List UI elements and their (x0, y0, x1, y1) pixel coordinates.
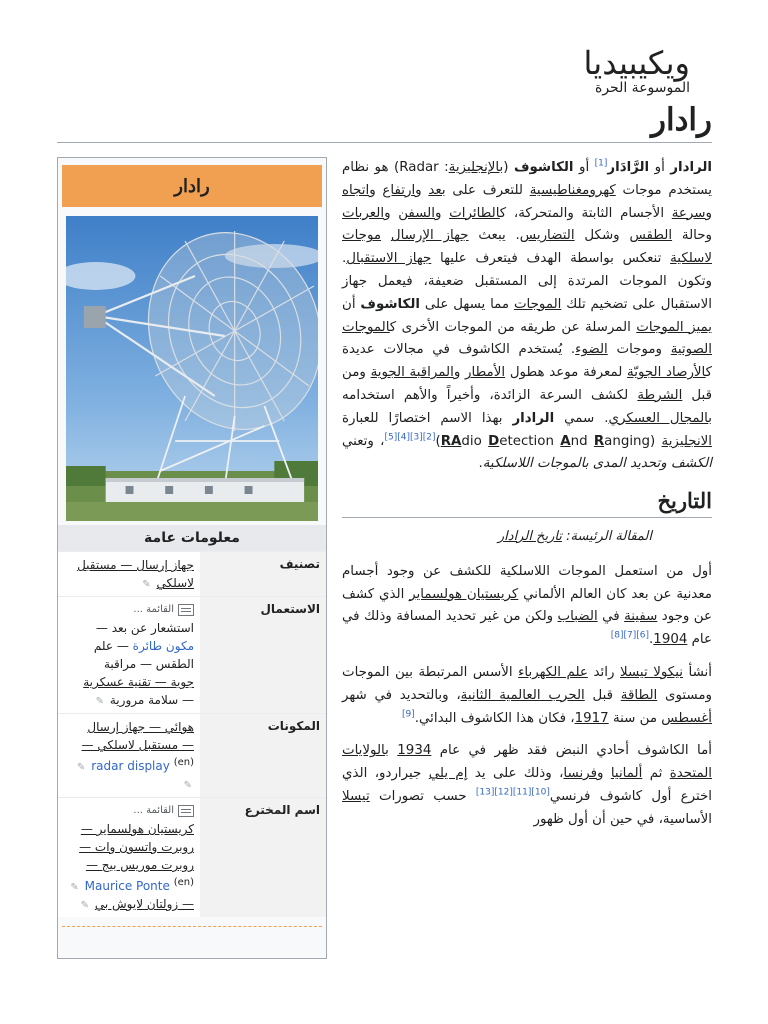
link[interactable]: 1904 (653, 632, 688, 648)
text: . يُستخدم الكاشوف في مجالات عديدة ك (342, 342, 713, 381)
text: جيراردو، الذي اخترع أول كاشوف فرنسي (342, 766, 712, 804)
value-text: — سلامة مرورية (109, 693, 194, 707)
text: أو (573, 160, 595, 175)
text: ( (650, 433, 662, 449)
infobox-row-inventor (58, 797, 326, 917)
acronym-letter: D (488, 433, 500, 449)
link[interactable]: جهاز الاستقبال (346, 251, 432, 267)
link[interactable]: اتجاه (342, 182, 370, 198)
value-line (62, 874, 194, 895)
value-link[interactable]: هوائي — جهاز إرسال (87, 720, 194, 734)
text: ، فكان هذا الكاشوف البدائي. (414, 710, 575, 726)
link[interactable]: الطقس (629, 228, 673, 244)
citation[interactable]: [1] (594, 158, 608, 169)
link[interactable]: 1917 (574, 710, 609, 726)
value-link[interactable]: Maurice Ponte (84, 879, 170, 893)
value-line (62, 691, 194, 709)
link[interactable]: 1934 (397, 743, 432, 759)
row-label: الاستعمال (200, 597, 326, 713)
text: و (434, 205, 450, 221)
citation[interactable]: [2][3][4][5] (384, 432, 436, 443)
text: لكشف السرعة الزائدة، وأخيراً والأهم استخدامه ب (342, 387, 712, 426)
text: أن (342, 296, 361, 312)
citation[interactable]: [6][7][8] (610, 630, 650, 641)
infobox-row-components (58, 713, 326, 797)
value-link[interactable]: — زولتان لايوش بي (94, 897, 194, 911)
text (381, 228, 391, 243)
text: ب (385, 743, 398, 759)
text: قبل (584, 687, 621, 703)
text: . سمي (554, 410, 609, 426)
row-label: المكونات (200, 714, 326, 797)
text: في (597, 609, 625, 625)
text: أنشأ (682, 664, 713, 680)
history-paragraph-1 (342, 561, 712, 652)
link[interactable]: جهاز الإرسال (390, 228, 469, 244)
link[interactable]: تيسلا (342, 788, 370, 804)
text: nd (570, 433, 594, 449)
link[interactable]: يميز الموجات (636, 319, 712, 335)
link[interactable]: إم يلي (428, 766, 468, 782)
list-label: القائمة ... (133, 604, 174, 615)
term-bold: الرادار (670, 160, 712, 175)
text: أول من استعمل الموجات اللاسلكية للكشف عن وجود أجسام معدنية عن بعد كان العالم الألماني (342, 563, 712, 602)
value-link[interactable]: لاسلكي (156, 576, 194, 590)
acronym-letter: R (593, 433, 605, 449)
value-link[interactable]: كريستيان هولسماير — (80, 822, 194, 836)
text: ثم (642, 766, 670, 782)
value-line (62, 637, 194, 655)
link[interactable]: الضباب (557, 609, 598, 625)
edit-pencil-icon[interactable]: ✎ (70, 882, 79, 893)
link[interactable]: العربات (342, 205, 385, 221)
value-link[interactable]: روبرت موريس بيج — (85, 858, 194, 872)
link[interactable]: بالإنجليزية (448, 160, 504, 175)
link[interactable]: موجات (342, 228, 382, 244)
text: من سنة (608, 710, 662, 726)
edit-pencil-icon[interactable]: ✎ (142, 579, 151, 590)
text: الذي كشف عن وجود (342, 586, 712, 625)
text: anging (604, 433, 651, 449)
text: . (478, 456, 483, 472)
acronym-letter: A (560, 433, 571, 449)
link[interactable]: المراقبة الجوية (370, 365, 454, 381)
row-value (58, 597, 200, 713)
link[interactable]: الحرب العالمية الثانية (460, 687, 585, 703)
link[interactable]: الأمطار (465, 365, 506, 381)
text: و (415, 182, 429, 198)
value-link[interactable]: روبرت واتسون وات — (79, 840, 194, 854)
acronym-letter: RA (440, 433, 462, 449)
value-link[interactable]: radar display (91, 759, 170, 773)
text: ) (435, 433, 441, 449)
link[interactable]: ألمانيا (610, 766, 643, 782)
article-body (342, 157, 712, 842)
text: . يبعث (468, 228, 520, 244)
term-bold: الرادار (512, 410, 555, 426)
text: رائد (587, 664, 620, 680)
link[interactable]: الموجات الصوتية (342, 319, 712, 358)
text: ، وتعني (342, 433, 385, 449)
text: ( (503, 160, 514, 175)
edit-pencil-icon[interactable]: ✎ (80, 900, 90, 911)
text: ولكن من غير تحديد المسافة وذلك في عام (342, 609, 712, 648)
text: تنعكس بواسطة الهدف فيتعرف عليها (431, 251, 671, 267)
link[interactable]: المجال العسكري (608, 410, 709, 426)
link[interactable]: أغسطس (661, 710, 712, 726)
link[interactable]: الطاقة (620, 687, 658, 703)
link[interactable]: الولايات المتحدة (342, 743, 712, 782)
page-title: رادار (651, 102, 712, 138)
value-link[interactable]: مكون طائرة (132, 639, 194, 653)
link[interactable]: بعد (428, 182, 446, 198)
value-link[interactable]: جوية — تقنية عسكرية (83, 675, 194, 689)
lang-tag: (en) (173, 877, 194, 888)
row-value (58, 798, 200, 917)
row-value (58, 714, 200, 797)
value-line (62, 574, 194, 592)
link[interactable]: سرعة (671, 205, 706, 221)
citation[interactable]: [9] (401, 709, 415, 720)
radar-dish-illustration (66, 216, 318, 521)
text: ومن قبل (342, 365, 712, 403)
text: و (596, 766, 611, 782)
section-heading-history: التاريخ (342, 490, 712, 518)
row-label: تصنيف (200, 552, 326, 596)
text: . (649, 632, 654, 648)
text: مما يسهل على (419, 296, 514, 312)
text: و (453, 365, 466, 381)
link[interactable]: كريستيان هولسماير (409, 586, 519, 602)
list-icon (178, 805, 194, 817)
value-link[interactable]: جهاز إرسال — مستقبل (77, 558, 194, 572)
edit-pencil-icon[interactable]: ✎ (95, 696, 105, 707)
text: etection (499, 433, 561, 449)
text: الأساسية، في حين أن أول ظهور (533, 811, 712, 827)
link[interactable]: نيكولا تيسلا (619, 664, 683, 680)
link[interactable]: السفن (398, 205, 435, 221)
link[interactable]: ارتفاع (382, 182, 416, 198)
text: حسب تصورات (369, 788, 476, 804)
infobox (57, 157, 327, 959)
link[interactable]: الانجليزية (661, 433, 713, 449)
title-divider (57, 142, 712, 143)
link[interactable]: فرنسا (563, 766, 597, 782)
text: و (705, 205, 712, 221)
text: للتعرف على (445, 182, 530, 198)
link[interactable]: سفينة (624, 609, 658, 625)
wordmark[interactable]: ويكيبيديا (583, 44, 690, 82)
text: المرسلة عن طريقه من الموجات الأخرى ك (389, 319, 637, 335)
text: أما الكاشوف أحادي النبض فقد ظهر في عام (431, 743, 712, 759)
term-bold: الرَّادَار (607, 160, 650, 175)
meaning-italic: الكشف وتحديد المدى بالموجات اللاسلكية (482, 456, 712, 472)
text: بهذا الاسم اختصارًا للعبارة (342, 410, 513, 426)
edit-pencil-icon[interactable]: ✎ (183, 780, 192, 791)
text: الأسس المرتبطة بين الموجات ومستوى (342, 664, 712, 703)
text: ، وبالتحديد في شهر (342, 687, 461, 703)
value-line (62, 895, 194, 913)
lead-paragraph: الرادار أو الرَّادَار[1] أو الكاشوف (بالإنجليزية: Radar) هو نظام يستخدم موجات كهرومغناطيسية للتعرف على بعد وارتفاع واتجاه وسرعة الأجسام الثابتة والمتحركة، كالطائرات والسفن والعربات وحالة الطقس وشكل التضاريس. يبعث جهاز الإرسال موجات لاسلكية تنعكس بواسطة الهدف فيتعرف عليها جهاز الاستقبال. وتكون الموجات المرتدة إلى المستقبل ضعيفة، فيعمل جهاز الاستقبال على تضخيم تلك الموجات مما يسهل على الكاشوف أن يميز الموجات المرسلة عن طريقه من الموجات الأخرى كالموجات الصوتية وموجات الضوء. يُستخدم الكاشوف في مجالات عديدة كالأرصاد الجويّة لمعرفة موعد هطول الأمطار والمراقبة الجوية ومن قبل الشرطة لكشف السرعة الزائدة، وأخيراً والأهم استخدامه بالمجال العسكري. سمي الرادار بهذا الاسم اختصارًا للعبارة الانجليزية (RAdio Detection And Ranging)[2][3][4][5]، وتعني الكشف وتحديد المدى بالموجات اللاسلكية. (342, 158, 713, 472)
infobox-row-classification (58, 551, 326, 596)
infobox-title: رادار (62, 165, 322, 207)
wiki-brand[interactable] (584, 44, 690, 96)
list-toggle[interactable] (62, 802, 194, 820)
text: وشكل (574, 228, 630, 244)
value-link[interactable]: — مستقبل لاسلكي — (81, 738, 194, 752)
value-line: استشعار عن بعد — (95, 621, 194, 635)
term-bold: الكاشوف (360, 296, 420, 312)
hatnote-link[interactable]: تاريخ الرادار (497, 528, 562, 544)
text: : Radar) هو نظام (342, 160, 449, 175)
history-paragraph-2 (342, 662, 712, 730)
history-paragraph-3 (342, 740, 712, 831)
tagline: الموسوعة الحرة (594, 80, 690, 96)
row-value (58, 552, 200, 596)
text: dio (461, 433, 489, 449)
text: الأجسام الثابتة والمتحركة، ك (499, 205, 672, 221)
text: . وتكون الموجات المرتدة إلى المستقبل ضعيفة، فيعمل جهاز الاستقبال على تضخيم تلك (342, 251, 713, 312)
hatnote-prefix: المقالة الرئيسة: (561, 528, 652, 544)
value-text: — علم (93, 639, 129, 653)
list-toggle[interactable] (62, 601, 194, 619)
infobox-row-usage (58, 596, 326, 713)
value-line: الطقس — مراقبة (103, 657, 194, 671)
link[interactable]: الأرصاد الجويّة (627, 365, 706, 381)
link[interactable]: الموجات (513, 296, 562, 312)
text: يستخدم موجات (615, 182, 712, 198)
radar-dish-image[interactable] (66, 216, 318, 521)
text: لمعرفة موعد هطول (505, 365, 628, 381)
link[interactable]: الطائرات (449, 205, 500, 221)
infobox-section-general: معلومات عامة (58, 525, 326, 551)
lang-tag: (en) (173, 757, 194, 768)
link[interactable]: الشرطة (637, 387, 683, 403)
term-bold: الكاشوف (513, 160, 574, 175)
value-line (62, 754, 194, 775)
list-icon (178, 604, 194, 616)
link[interactable]: الضوء (575, 342, 608, 358)
text: ، وذلك على يد (467, 766, 564, 782)
infobox-footer-divider (62, 926, 322, 927)
link[interactable]: علم الكهرباء (518, 664, 588, 680)
text: وموجات (607, 342, 671, 358)
edit-pencil-icon[interactable]: ✎ (77, 762, 86, 773)
list-label: القائمة ... (133, 805, 174, 816)
acronym-expansion (441, 434, 650, 449)
value-line (62, 775, 194, 793)
citation[interactable]: [10][11][12][13] (475, 787, 550, 798)
text: أو (649, 160, 671, 175)
text: و (384, 205, 399, 221)
link[interactable]: التضاريس (519, 228, 575, 244)
link[interactable]: لاسلكية (670, 251, 712, 267)
text: وحالة (672, 228, 712, 244)
link[interactable]: كهرومغناطيسية (529, 182, 616, 198)
hatnote (342, 526, 712, 549)
row-label: اسم المخترع (200, 798, 326, 917)
